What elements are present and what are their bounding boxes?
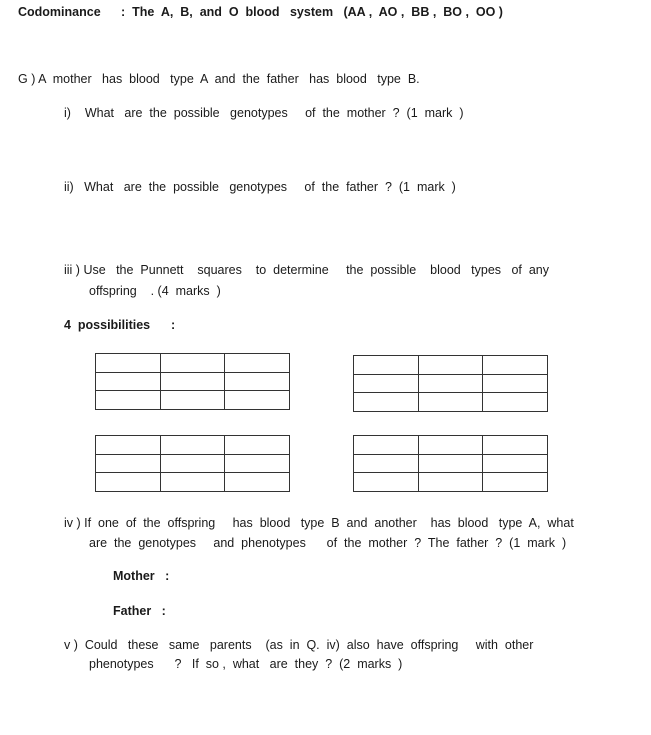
mother-answer-label: Mother : <box>113 569 170 583</box>
question-intro: G ) A mother has blood type A and the father has blood type B. <box>18 72 420 86</box>
question-part-iii-line1: iii ) Use the Punnett squares to determine the possible blood types of any <box>64 263 549 277</box>
punnett-square-4 <box>353 435 548 492</box>
punnett-square-3 <box>95 435 290 492</box>
question-part-iv-line1: iv ) If one of the offspring has blood type B and another has blood type A, what <box>64 516 574 530</box>
question-part-ii: ii) What are the possible genotypes of the father ? (1 mark ) <box>64 180 456 194</box>
possibilities-label: 4 possibilities : <box>64 318 176 332</box>
question-part-i: i) What are the possible genotypes of the mother ? (1 mark ) <box>64 106 464 120</box>
question-part-v-line2: phenotypes ? If so , what are they ? (2 marks ) <box>89 657 403 671</box>
punnett-square-1 <box>95 353 290 410</box>
question-part-iv-line2: are the genotypes and phenotypes of the mother ? The father ? (1 mark ) <box>89 536 567 550</box>
punnett-square-2 <box>353 355 548 412</box>
worksheet-label: Codominance <box>18 5 101 19</box>
question-part-v-line1: v ) Could these same parents (as in Q. iv) also have offspring with other <box>64 638 534 652</box>
father-answer-label: Father : <box>113 604 166 618</box>
worksheet-subtitle: : The A, B, and O blood system (AA , AO , BB , BO , OO ) <box>121 5 503 19</box>
question-part-iii-line2: offspring . (4 marks ) <box>89 284 221 298</box>
